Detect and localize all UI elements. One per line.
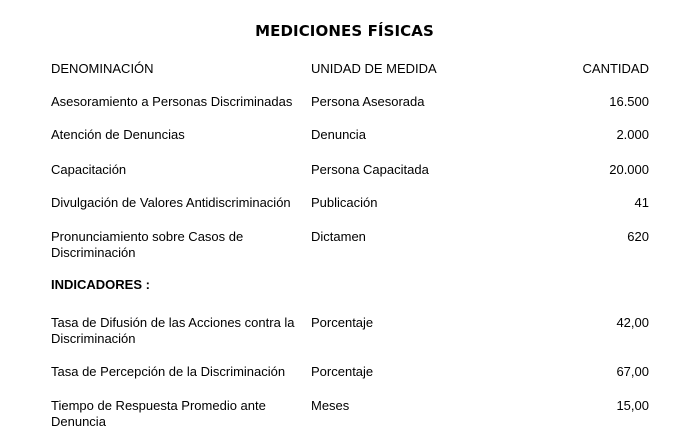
row-cantidad: 15,00	[616, 398, 649, 413]
row-unidad: Publicación	[311, 195, 378, 210]
row-cantidad: 2.000	[616, 127, 649, 142]
row-unidad: Meses	[311, 398, 350, 413]
row-unidad: Dictamen	[311, 229, 366, 244]
row-unidad: Persona Asesorada	[311, 94, 425, 109]
row-denominacion: Tasa de Percepción de la Discriminación	[51, 364, 286, 379]
row-unidad: Denuncia	[311, 127, 366, 142]
row-cantidad: 67,00	[616, 364, 649, 379]
row-cantidad: 42,00	[616, 315, 649, 330]
row-denominacion: Tasa de Difusión de las Acciones contra la Discriminación	[51, 315, 295, 346]
header-denominacion: DENOMINACIÓN	[51, 61, 154, 76]
row-denominacion: Divulgación de Valores Antidiscriminación	[51, 195, 291, 210]
header-cantidad: CANTIDAD	[582, 61, 649, 76]
row-denominacion: Atención de Denuncias	[51, 127, 185, 142]
page-title: MEDICIONES FÍSICAS	[255, 22, 434, 40]
header-unidad: UNIDAD DE MEDIDA	[311, 61, 437, 76]
row-cantidad: 20.000	[609, 162, 649, 177]
row-unidad: Porcentaje	[311, 364, 374, 379]
row-denominacion: Capacitación	[51, 162, 127, 177]
row-denominacion: Pronunciamiento sobre Casos de Discriminación	[51, 229, 244, 260]
row-cantidad: 41	[634, 195, 649, 210]
row-unidad: Porcentaje	[311, 315, 374, 330]
row-cantidad: 620	[627, 229, 649, 244]
row-denominacion: Tiempo de Respuesta Promedio ante Denuncia	[51, 398, 266, 429]
row-cantidad: 16.500	[609, 94, 649, 109]
row-unidad: Persona Capacitada	[311, 162, 429, 177]
row-denominacion: Asesoramiento a Personas Discriminadas	[51, 94, 293, 109]
indicadores-heading: INDICADORES :	[51, 277, 150, 292]
